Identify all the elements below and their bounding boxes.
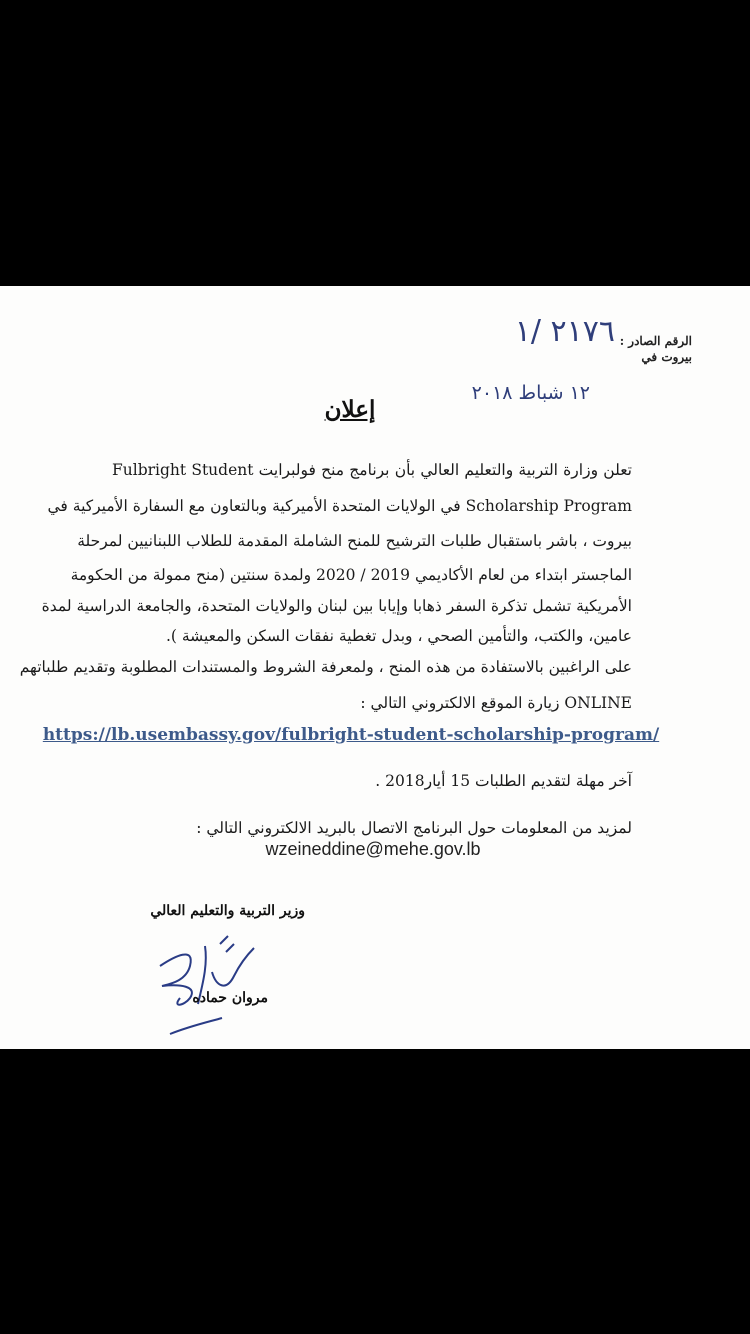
body-line-1: تعلن وزارة التربية والتعليم العالي بأن برنامج منح فولبرايت Fulbright Student bbox=[112, 461, 632, 479]
body-line-6: عامين، والكتب، والتأمين الصحي ، وبدل تغطية نفقات السكن والمعيشة ). bbox=[165, 627, 632, 645]
contact-text: لمزيد من المعلومات حول البرنامج الاتصال بالبريد الالكتروني التالي : bbox=[196, 819, 632, 837]
body-line-4: الماجستر ابتداء من لعام الأكاديمي 2019 / 2020 ولمدة سنتين (منح ممولة من الحكومة bbox=[70, 566, 632, 584]
body-line-5: الأمريكية تشمل تذكرة السفر ذهابا وإيابا بين لبنان والولايات المتحدة، والجامعة الدراسية لمدة bbox=[41, 597, 632, 615]
letter-date: ١٢ شباط ٢٠١٨ bbox=[471, 382, 590, 404]
minister-title: وزير التربية والتعليم العالي bbox=[150, 903, 305, 919]
handwritten-signature bbox=[150, 926, 280, 1046]
scanned-letter bbox=[0, 286, 750, 1049]
body-line-3: بيروت ، باشر باستقبال طلبات الترشيح للمنح الشاملة المقدمة للطلاب اللبنانيين لمرحلة bbox=[77, 532, 632, 550]
deadline-text: آخر مهلة لتقديم الطلبات 15 أيار2018 . bbox=[375, 772, 632, 790]
scholarship-url-link[interactable]: https://lb.usembassy.gov/fulbright-student-scholarship-program/ bbox=[42, 725, 660, 745]
reference-number: ٢١٧٦ /١ bbox=[514, 314, 615, 349]
reference-label: الرقم الصادر : bbox=[619, 334, 692, 348]
minister-name: مروان حماده bbox=[192, 990, 268, 1006]
apply-line-2: ONLINE زيارة الموقع الالكتروني التالي : bbox=[360, 694, 632, 712]
contact-email[interactable]: wzeineddine@mehe.gov.lb bbox=[265, 839, 481, 859]
body-line-2: Scholarship Program في الولايات المتحدة الأميركية وبالتعاون مع السفارة الأميركية في bbox=[47, 497, 632, 515]
place-label: بيروت في bbox=[641, 350, 692, 364]
apply-line-1: على الراغبين بالاستفادة من هذه المنح ، ولمعرفة الشروط والمستندات المطلوبة وتقديم طلباتهم bbox=[19, 658, 632, 676]
document-title: إعلان bbox=[324, 396, 376, 423]
